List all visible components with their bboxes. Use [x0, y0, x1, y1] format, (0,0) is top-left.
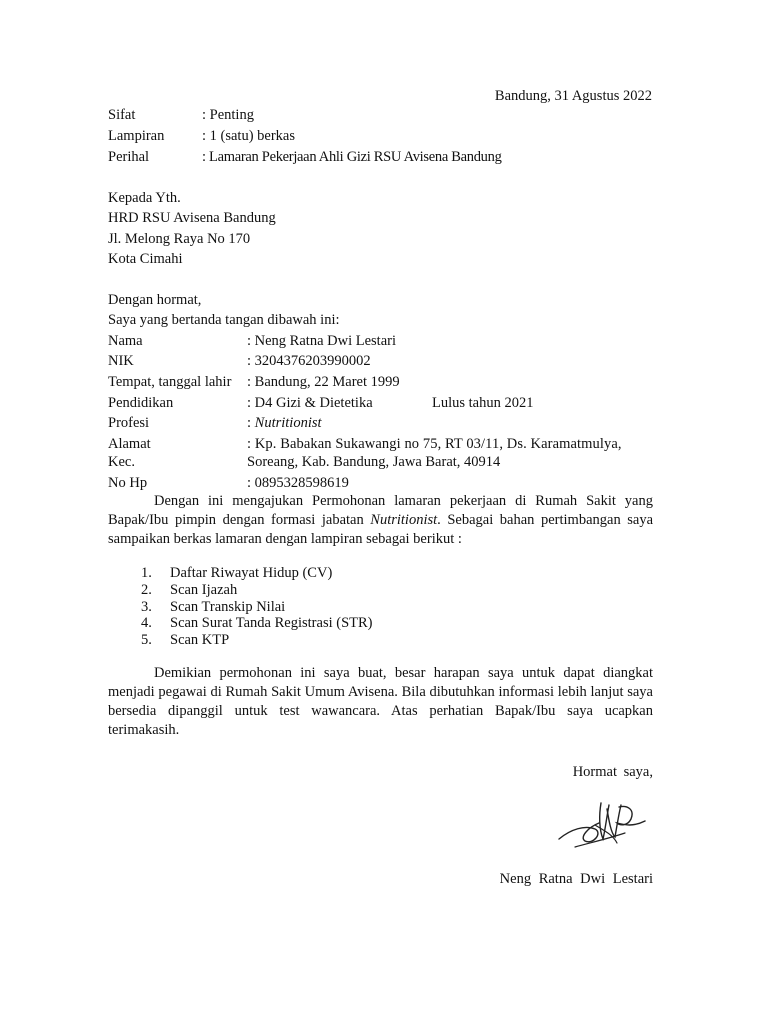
- body-paragraph-1: [108, 492, 653, 549]
- list-number: 3.: [141, 599, 152, 615]
- alamat-label: Alamat: [108, 436, 151, 452]
- body1-text-2: . Sebagai bahan pertimbangan saya sampaikan berkas lamaran dengan lampiran sebagai berikut :: [108, 512, 654, 547]
- pendidikan-label: Pendidikan: [108, 395, 174, 411]
- list-item: Scan Surat Tanda Registrasi (STR): [170, 615, 373, 631]
- list-number: 5.: [141, 632, 152, 648]
- nama-value: : Neng Ratna Dwi Lestari: [247, 333, 396, 349]
- profesi-value: Nutritionist: [254, 415, 322, 431]
- alamat-value: : Kp. Babakan Sukawangi no 75, RT 03/11, Ds. Karamatmulya,: [247, 436, 622, 452]
- place-date: Bandung, 31 Agustus 2022: [494, 88, 652, 104]
- lulus-value: Lulus tahun 2021: [432, 395, 534, 411]
- profesi-value-line: [247, 414, 322, 433]
- signature-image: [555, 795, 650, 855]
- recipient-line-1: Kepada Yth.: [108, 190, 181, 206]
- perihal-value: : Lamaran Pekerjaan Ahli Gizi RSU Avisena Bandung: [202, 149, 502, 165]
- list-item: Daftar Riwayat Hidup (CV): [170, 565, 333, 581]
- alamat-value-2: Soreang, Kab. Bandung, Jawa Barat, 40914: [247, 454, 501, 470]
- list-number: 2.: [141, 582, 152, 598]
- list-item: Scan KTP: [170, 632, 230, 648]
- kec-label: Kec.: [108, 454, 135, 470]
- list-number: 4.: [141, 615, 152, 631]
- lampiran-label: Lampiran: [108, 128, 165, 144]
- hp-value: : 0895328598619: [247, 475, 349, 491]
- intro-line: Saya yang bertanda tangan dibawah ini:: [108, 312, 340, 328]
- nik-value: : 3204376203990002: [247, 353, 371, 369]
- nama-label: Nama: [108, 333, 143, 349]
- profesi-label: Profesi: [108, 415, 150, 431]
- perihal-label: Perihal: [108, 149, 150, 165]
- greeting: Dengan hormat,: [108, 292, 202, 308]
- profesi-prefix: :: [247, 415, 255, 431]
- sifat-label: Sifat: [108, 107, 136, 123]
- sifat-value: : Penting: [202, 107, 254, 123]
- recipient-line-4: Kota Cimahi: [108, 251, 183, 267]
- recipient-line-3: Jl. Melong Raya No 170: [108, 231, 251, 247]
- signer-name: Neng Ratna Dwi Lestari: [499, 871, 653, 887]
- ttl-value: : Bandung, 22 Maret 1999: [247, 374, 400, 390]
- lampiran-value: : 1 (satu) berkas: [202, 128, 296, 144]
- list-number: 1.: [141, 565, 152, 581]
- recipient-line-2: HRD RSU Avisena Bandung: [108, 210, 276, 226]
- hp-label: No Hp: [108, 475, 148, 491]
- body1-italic: Nutritionist: [370, 512, 438, 528]
- list-item: Scan Transkip Nilai: [170, 599, 286, 615]
- pendidikan-value: : D4 Gizi & Dietetika: [247, 395, 373, 411]
- list-item: Scan Ijazah: [170, 582, 238, 598]
- body-paragraph-2: Demikian permohonan ini saya buat, besar harapan saya untuk dapat diangkat menjadi pegawai di Rumah Sakit Umum Avisena. Bila dibutuhkan informasi lebih lanjut saya bersedia dipanggil untuk test wawancara. Atas perhatian Bapak/Ibu saya ucapkan terimakasih.: [108, 665, 653, 738]
- ttl-label: Tempat, tanggal lahir: [108, 374, 232, 390]
- nik-label: NIK: [108, 353, 134, 369]
- body1-text-1: Dengan ini mengajukan Permohonan lamaran pekerjaan di Rumah Sakit yang Bapak/Ibu pimpin dengan formasi jabatan: [108, 493, 653, 528]
- closing-salutation: Hormat saya,: [572, 764, 653, 780]
